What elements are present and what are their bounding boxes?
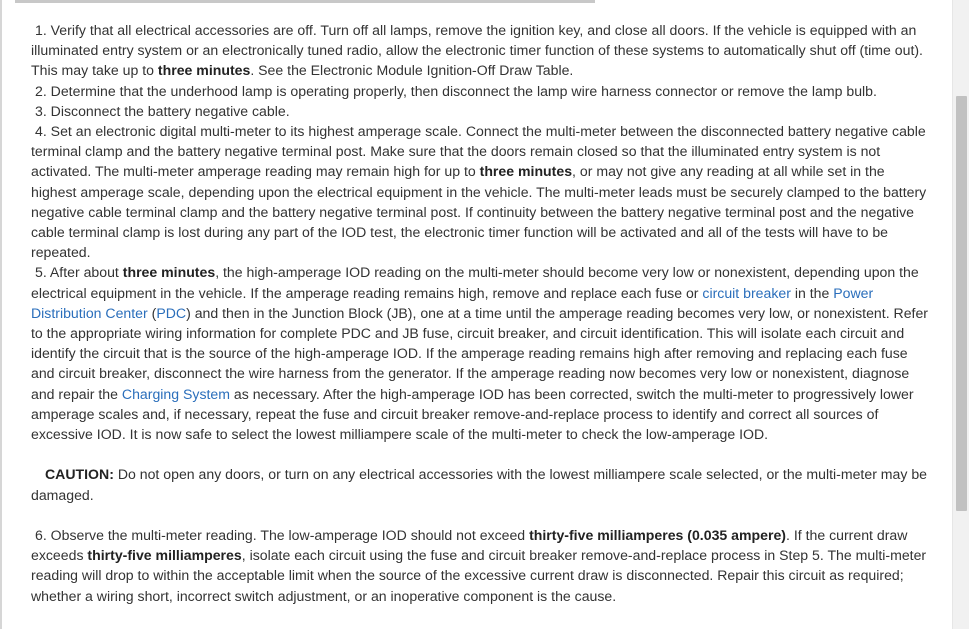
- left-border: [0, 0, 2, 629]
- caution-note: CAUTION: Do not open any doors, or turn on any electrical accessories with the lowest milliampere scale selected, or the multi-meter may be damaged.: [31, 466, 928, 503]
- top-divider: [15, 0, 595, 3]
- circuit-breaker-link[interactable]: circuit breaker: [702, 284, 791, 301]
- emphasis: three minutes: [479, 163, 573, 180]
- step-5: 5. After about three minutes, the high-amperage IOD reading on the multi-meter should become very low or nonexistent, depending upon the electrical equipment in the vehicle. If the amperage reading remains high, remove and replace each fuse or circuit breaker in the Power Distribution Center (PDC) and then in the Junction Block (JB), one at a time until the amperage reading becomes very low, or nonexistent. Refer to the appropriate wiring information for complete PDC and JB fuse, circuit breaker, and circuit identification. This will isolate each circuit and identify the circuit that is the source of the high-amperage IOD. If the amperage reading remains high after removing and replacing each fuse and circuit breaker, disconnect the wire harness from the generator. If the amperage reading now becomes very low or nonexistent, diagnose and repair the Charging System as necessary. After the high-amperage IOD has been corrected, switch the multi-meter to progressively lower amperage scales and, if necessary, repeat the fuse and circuit breaker remove-and-replace process to identify and correct all sources of excessive IOD. It is now safe to select the lowest milliampere scale of the multi-meter to check the low-amperage IOD.: [31, 264, 928, 443]
- step-2: 2. Determine that the underhood lamp is operating properly, then disconnect the lamp wire harness connector or remove the lamp bulb.: [35, 82, 877, 99]
- pdc-link[interactable]: PDC: [156, 304, 187, 321]
- charging-system-link[interactable]: Charging System: [121, 385, 230, 402]
- procedure-content: [31, 20, 931, 606]
- emphasis: thirty-five milliamperes: [87, 547, 242, 564]
- vertical-scrollbar[interactable]: [952, 0, 969, 629]
- emphasis: thirty-five milliamperes (0.035 ampere): [529, 527, 786, 544]
- caution-label: CAUTION:: [45, 466, 114, 483]
- emphasis: three minutes: [122, 264, 216, 281]
- step-4: 4. Set an electronic digital multi-meter to its highest amperage scale. Connect the multi-meter between the disconnected battery negative cable terminal clamp and the battery negative terminal post. Make sure that the doors remain closed so that the illuminated entry system is not activated. The multi-meter amperage reading may remain high for up to three minutes, or may not give any reading at all while set in the highest amperage scale, depending upon the electrical equipment in the vehicle. The multi-meter leads must be securely clamped to the battery negative cable terminal clamp and the battery negative terminal post. If continuity between the battery negative terminal post and the negative cable terminal clamp is lost during any part of the IOD test, the electronic timer function will be activated and all of the tests will have to be repeated.: [31, 123, 927, 261]
- spacer: [31, 505, 931, 525]
- step-6: 6. Observe the multi-meter reading. The low-amperage IOD should not exceed thirty-five milliamperes (0.035 ampere). If the current draw exceeds thirty-five milliamperes, isolate each circuit using the fuse and circuit breaker remove-and-replace process in Step 5. The multi-meter reading will drop to within the acceptable limit when the source of the excessive current draw is disconnected. Repair this circuit as required; whether a wiring short, incorrect switch adjustment, or an inoperative component is the cause.: [31, 527, 927, 604]
- step-1: 1. Verify that all electrical accessories are off. Turn off all lamps, remove the ignition key, and close all doors. If the vehicle is equipped with an illuminated entry system or an electronically tuned radio, allow the electronic timer function of these systems to automatically shut off (time out). This may take up to three minutes. See the Electronic Module Ignition-Off Draw Table.: [31, 22, 923, 79]
- spacer: [31, 444, 931, 464]
- scrollbar-thumb[interactable]: [956, 96, 967, 511]
- step-3: 3. Disconnect the battery negative cable.: [35, 102, 290, 119]
- emphasis: three minutes: [157, 62, 251, 79]
- power-distribution-center-link[interactable]: Power Distribution Center: [31, 284, 874, 321]
